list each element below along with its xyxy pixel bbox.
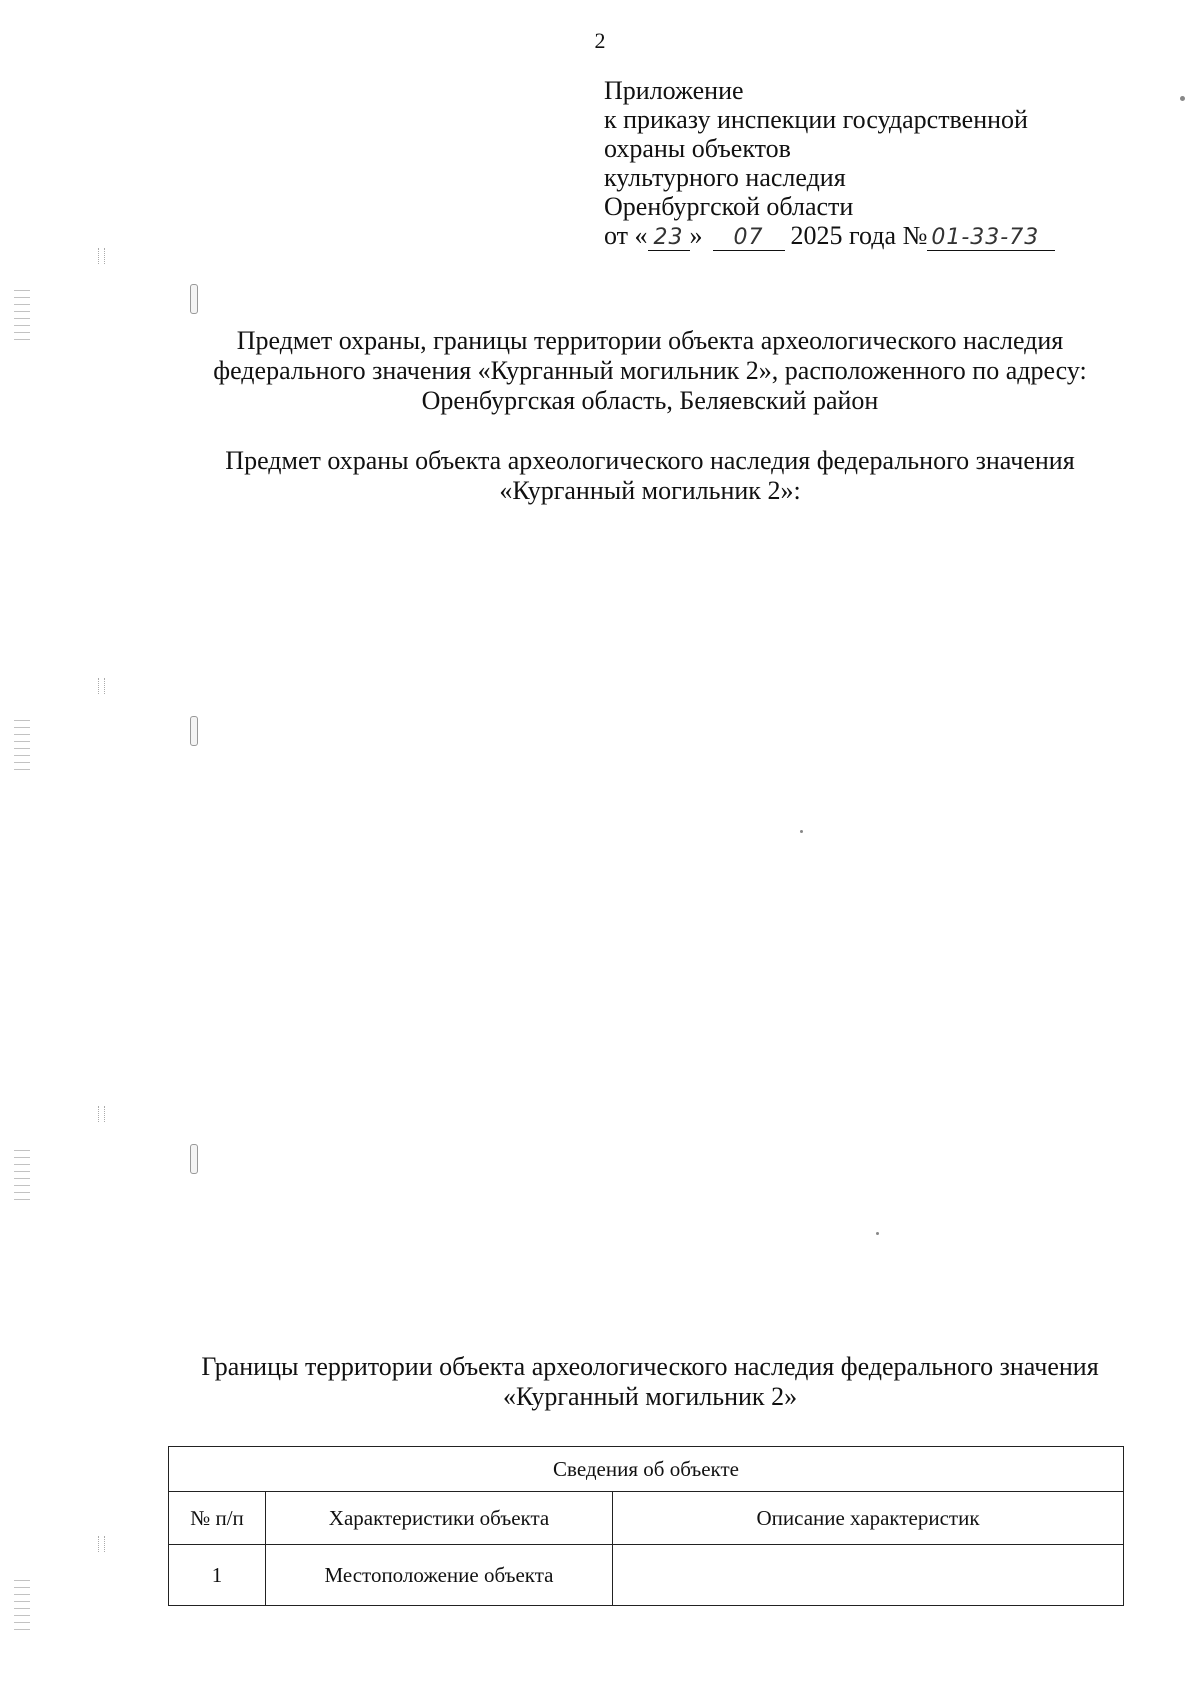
column-description: Описание характеристик bbox=[613, 1492, 1124, 1545]
appendix-line-region: Оренбургской области bbox=[604, 192, 854, 221]
doc-number-field bbox=[927, 224, 1055, 251]
row-number: 1 bbox=[169, 1545, 266, 1606]
appendix-line-order: к приказу инспекции государственной bbox=[604, 105, 1028, 134]
protection-subject-heading: Предмет охраны объекта археологического наследия федерального значения «Курганный могильник 2»: bbox=[225, 446, 1075, 505]
document-title: Предмет охраны, границы территории объекта археологического наследия федерального значения «Курганный могильник 2», расположенного по адресу: Оренбургская область, Беляевский район bbox=[213, 326, 1087, 415]
date-quote-close: » bbox=[689, 221, 703, 250]
scan-mark bbox=[98, 678, 105, 694]
date-day-field bbox=[648, 224, 690, 251]
scan-mark bbox=[98, 1106, 105, 1122]
row-characteristic: Местоположение объекта bbox=[266, 1545, 613, 1606]
scan-mark bbox=[98, 1536, 105, 1552]
date-month-handwritten: 07 bbox=[733, 225, 764, 250]
scan-speck bbox=[1180, 96, 1185, 101]
scan-edge-mark bbox=[14, 1150, 30, 1206]
punch-hole-mark bbox=[190, 1144, 198, 1174]
date-day-handwritten: 23 bbox=[653, 225, 684, 250]
table-header-row bbox=[169, 1447, 1124, 1492]
column-number: № п/п bbox=[169, 1492, 266, 1545]
territory-bounds-heading: Границы территории объекта археологического наследия федерального значения «Курганный могильник 2» bbox=[201, 1352, 1099, 1411]
date-month-field bbox=[713, 224, 785, 251]
scan-edge-mark bbox=[14, 1580, 30, 1636]
appendix-block bbox=[604, 76, 1055, 251]
date-year-text: 2025 года № bbox=[790, 221, 928, 250]
scan-edge-mark bbox=[14, 720, 30, 776]
punch-hole-mark bbox=[190, 716, 198, 746]
appendix-line-heritage: культурного наследия bbox=[604, 163, 846, 192]
scan-mark bbox=[98, 248, 105, 264]
row-description bbox=[613, 1545, 1124, 1606]
appendix-date-line bbox=[604, 221, 1055, 251]
scan-speck bbox=[800, 830, 803, 833]
appendix-line-protection: охраны объектов bbox=[604, 134, 791, 163]
appendix-title: Приложение bbox=[604, 76, 744, 105]
doc-number-handwritten: 01-33-73 bbox=[931, 225, 1040, 250]
table-row bbox=[169, 1545, 1124, 1606]
scan-edge-mark bbox=[14, 290, 30, 346]
table-header: Сведения об объекте bbox=[169, 1447, 1124, 1492]
punch-hole-mark bbox=[190, 284, 198, 314]
column-characteristic: Характеристики объекта bbox=[266, 1492, 613, 1545]
table-columns-row bbox=[169, 1492, 1124, 1545]
page-number: 2 bbox=[594, 28, 606, 53]
scan-speck bbox=[876, 1232, 879, 1235]
date-prefix: от « bbox=[604, 221, 648, 250]
object-info-table bbox=[168, 1446, 1124, 1606]
